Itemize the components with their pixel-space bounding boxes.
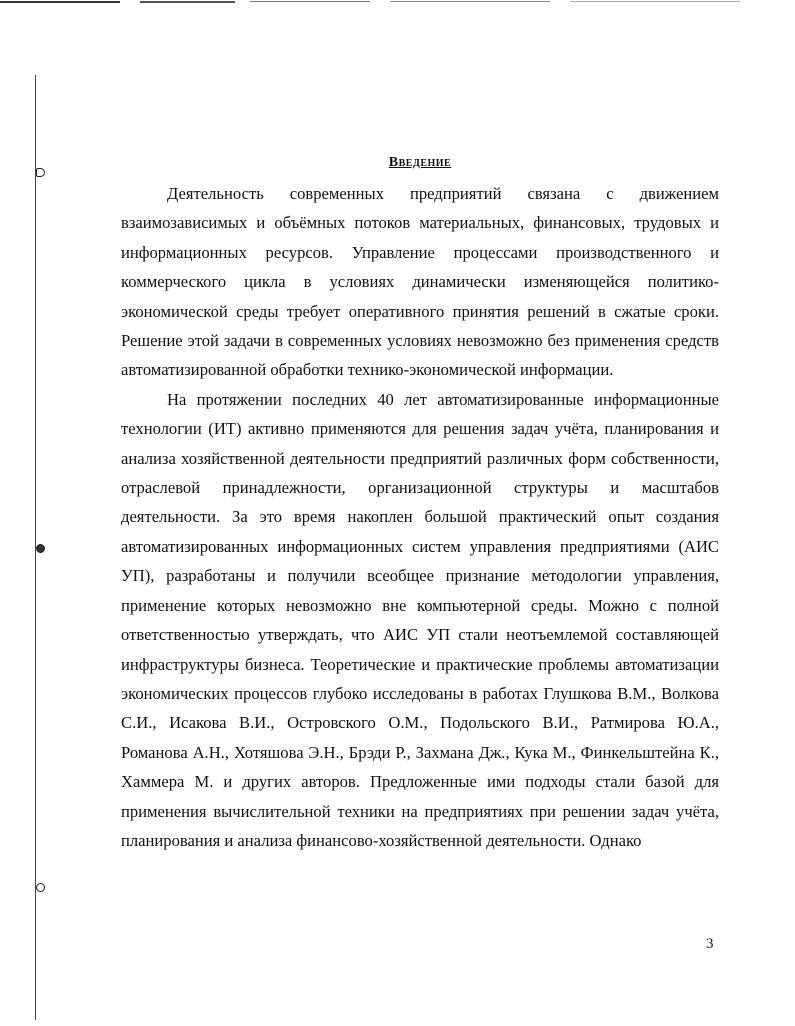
section-title: Введение <box>388 155 452 170</box>
document-body <box>121 152 719 855</box>
punch-hole-mark <box>36 168 45 177</box>
paragraph: Деятельность современных предприятий связана с движением взаимозависимых и объёмных потоков материальных, финансовых, трудовых и информационных ресурсов. Управление процессами производственного и коммерческого цикла в условиях динамически изменяющейся политико-экономической среды требует оперативного принятия решений в сжатые сроки. Решение этой задачи в современных условиях невозможно без применения средств автоматизированной обработки технико-экономической информации. <box>121 184 719 380</box>
punch-hole-mark <box>36 883 45 892</box>
punch-hole-mark <box>36 544 45 553</box>
scan-artifact-rule <box>250 1 370 2</box>
scan-artifact-rule <box>140 1 235 3</box>
page-number: 3 <box>706 936 714 952</box>
scan-artifact-rule <box>570 1 740 2</box>
scan-artifact-rule <box>0 1 120 3</box>
paragraph: На протяжении последних 40 лет автоматизированные информационные технологии (ИТ) активно применяются для решения задач учёта, планирования и анализа хозяйственной деятельности предприятий различных форм собственности, отраслевой принадлежности, организационной структуры и масштабов деятельности. За это время накоплен большой практический опыт создания автоматизированных информационных систем управления предприятиями (АИС УП), разработаны и получили всеобщее признание методологии управления, применение которых невозможно вне компьютерной среды. Можно с полной ответственностью утверждать, что АИС УП стали неотъемлемой составляющей инфраструктуры бизнеса. Теоретические и практические проблемы автоматизации экономических процессов глубоко исследованы в работах Глушкова В.М., Волкова С.И., Исакова В.И., Островского О.М., Подольского В.И., Ратмирова Ю.А., Романова А.Н., Хотяшова Э.Н., Брэди Р., Захмана Дж., Кука М., Финкельштейна К., Хаммера М. и других авторов. Предложенные ими подходы стали базой для применения вычислительной техники на предприятиях при решении задач учёта, планирования и анализа финансово-хозяйственной деятельности. Однако <box>121 389 719 850</box>
scan-artifact-rule <box>390 1 550 2</box>
